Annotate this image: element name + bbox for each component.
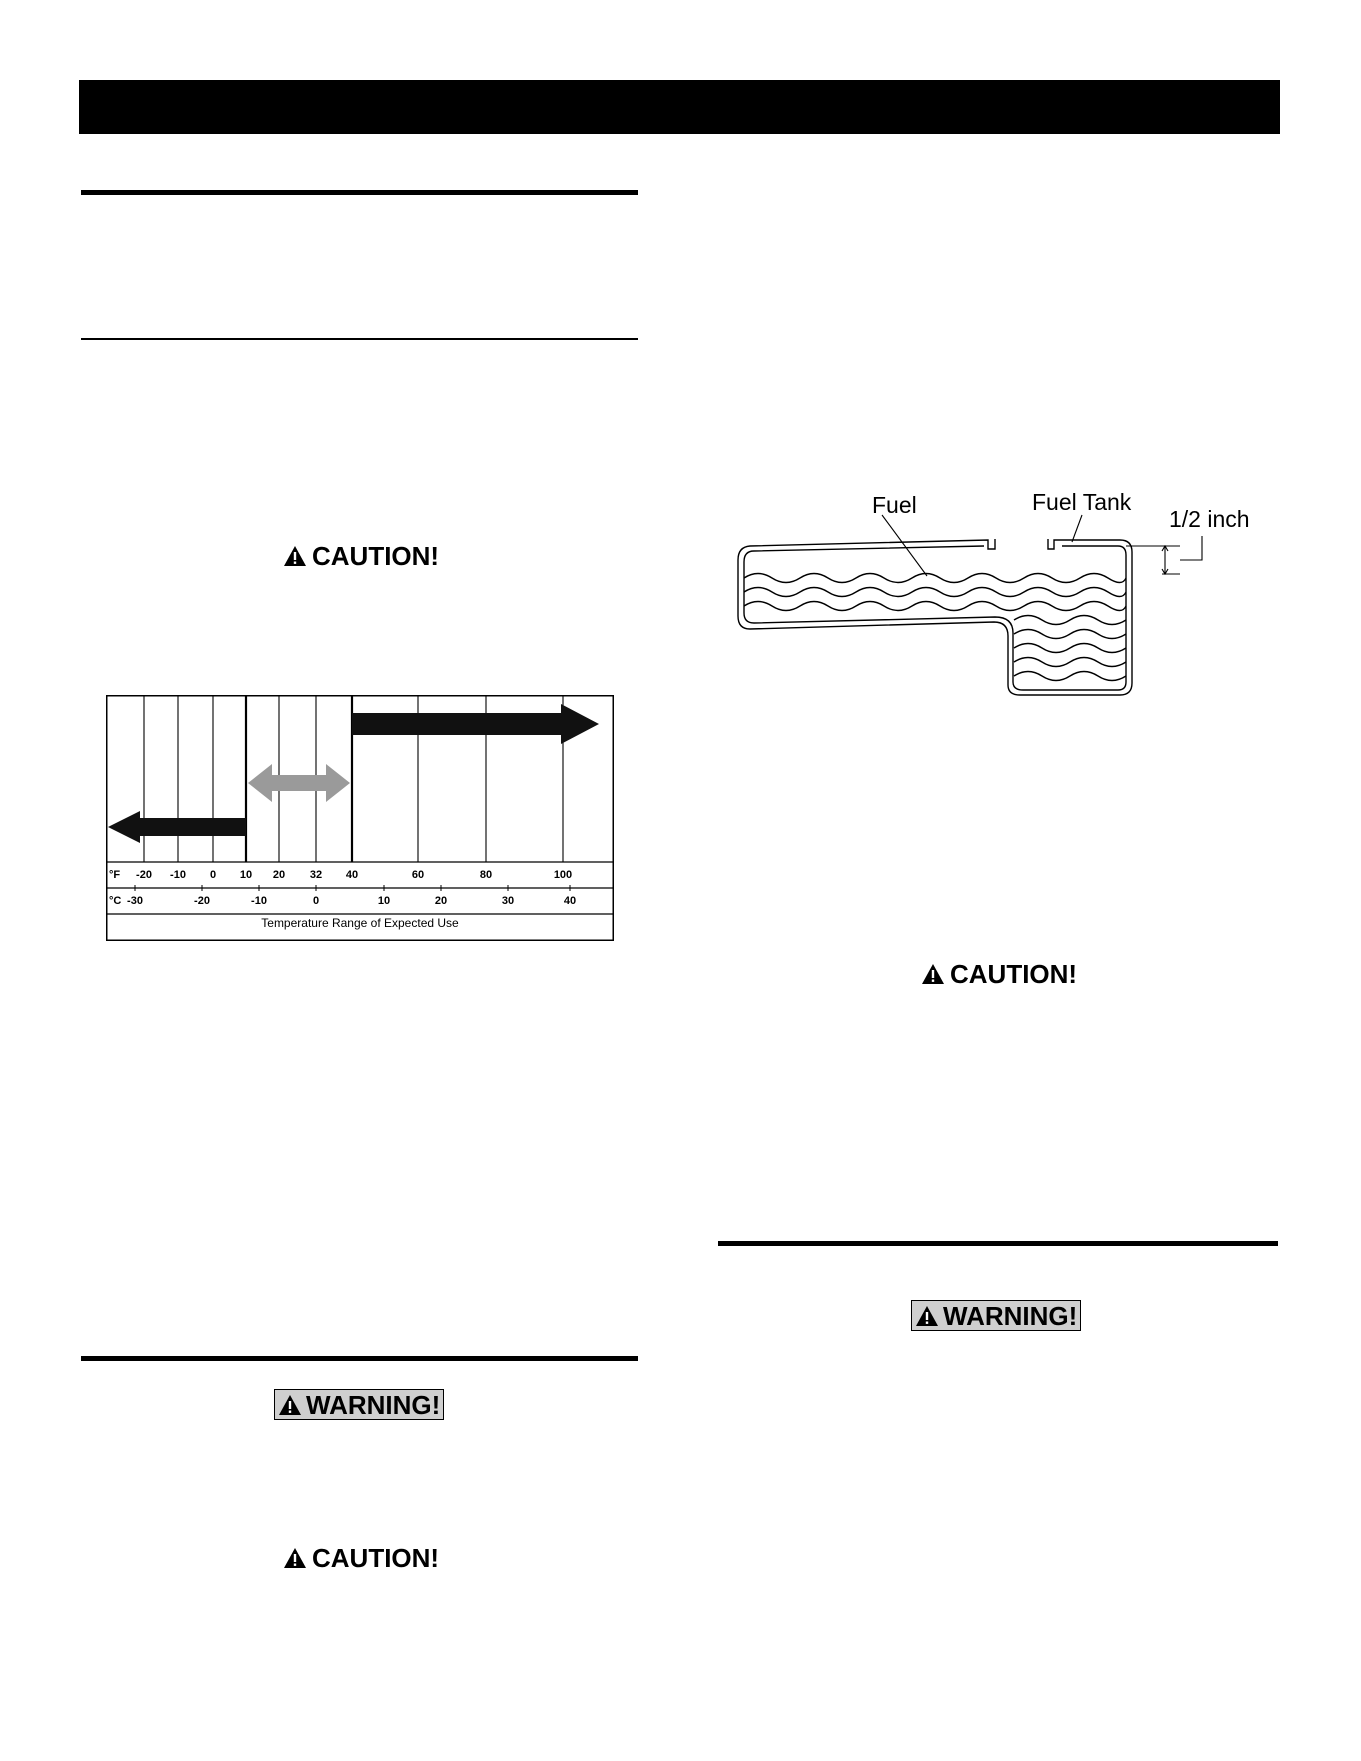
tick-label-f: 32 bbox=[309, 869, 323, 881]
caution-text: CAUTION! bbox=[312, 541, 440, 571]
tick-label-f: -20 bbox=[136, 869, 152, 881]
tick-label-c: -10 bbox=[251, 895, 267, 907]
section-rule bbox=[81, 338, 638, 340]
chart-caption: Temperature Range of Expected Use bbox=[261, 916, 459, 930]
fahrenheit-unit: °F bbox=[109, 869, 121, 881]
tick-label-f: 80 bbox=[479, 869, 493, 881]
range-arrow-left bbox=[108, 811, 246, 843]
caution-label bbox=[921, 959, 1077, 989]
tick-label-c: 40 bbox=[563, 895, 577, 907]
temperature-range-chart bbox=[106, 695, 614, 941]
section-rule bbox=[81, 190, 638, 195]
section-rule bbox=[718, 1241, 1278, 1246]
fuel-tank-label: Fuel Tank bbox=[1032, 489, 1132, 515]
fuel-label: Fuel bbox=[872, 492, 917, 518]
celsius-unit: °C bbox=[109, 895, 122, 907]
warning-text: WARNING! bbox=[306, 1390, 441, 1420]
caution-text: CAUTION! bbox=[312, 1543, 440, 1573]
warning-label bbox=[274, 1389, 444, 1420]
section-rule bbox=[81, 1356, 638, 1361]
exclamation-triangle-icon bbox=[283, 545, 307, 567]
tick-label-f: 100 bbox=[553, 869, 573, 881]
range-arrow-right bbox=[352, 704, 599, 744]
tick-label-f: 10 bbox=[239, 869, 253, 881]
tick-label-c: 20 bbox=[434, 895, 448, 907]
exclamation-triangle-icon bbox=[283, 1547, 307, 1569]
range-arrow-both bbox=[248, 764, 350, 802]
tick-label-c: -20 bbox=[194, 895, 210, 907]
fuel-tank-diagram bbox=[732, 480, 1262, 700]
tick-label-c: 10 bbox=[377, 895, 391, 907]
exclamation-triangle-icon bbox=[915, 1305, 939, 1327]
caution-text: CAUTION! bbox=[950, 959, 1078, 989]
caution-label bbox=[283, 541, 439, 571]
warning-label bbox=[911, 1300, 1081, 1331]
tick-label-c: -30 bbox=[127, 895, 143, 907]
tick-label-c: 30 bbox=[501, 895, 515, 907]
header-bar bbox=[79, 80, 1280, 134]
tick-label-f: -10 bbox=[170, 869, 186, 881]
caution-label bbox=[283, 1543, 439, 1573]
temperature-chart-graphic bbox=[106, 695, 614, 941]
tick-label-f: 0 bbox=[209, 869, 217, 881]
tick-label-f: 40 bbox=[345, 869, 359, 881]
tick-label-f: 20 bbox=[272, 869, 286, 881]
tick-label-c: 0 bbox=[312, 895, 320, 907]
exclamation-triangle-icon bbox=[278, 1394, 302, 1416]
half-inch-label: 1/2 inch bbox=[1169, 506, 1250, 532]
exclamation-triangle-icon bbox=[921, 963, 945, 985]
tick-label-f: 60 bbox=[411, 869, 425, 881]
warning-text: WARNING! bbox=[943, 1301, 1078, 1331]
